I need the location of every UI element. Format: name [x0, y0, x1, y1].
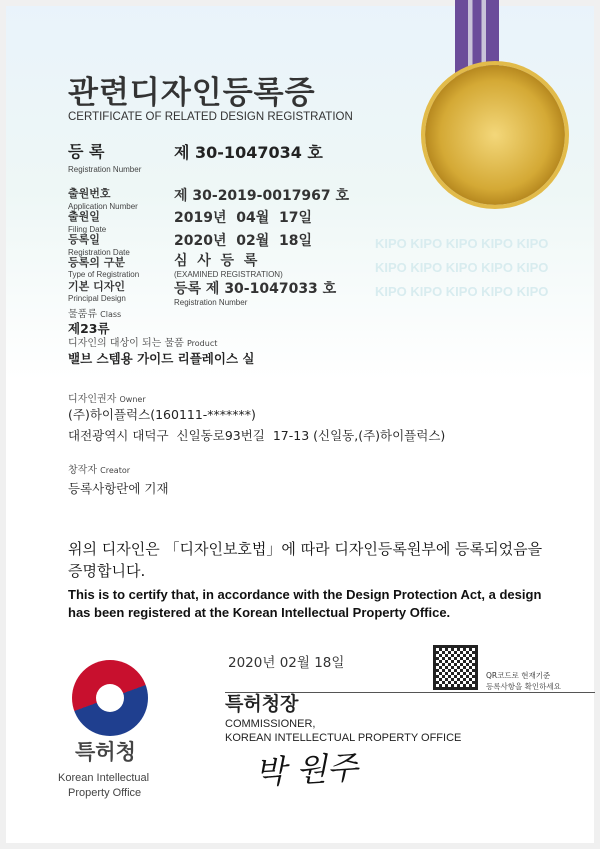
product-label-en: Product: [186, 339, 218, 348]
issue-date: 2020년 02월 18일: [228, 655, 345, 671]
creator-value: 등록사항란에 기재: [68, 481, 169, 496]
office-name-ko: 특허청: [75, 740, 136, 764]
qr-note-line2: 등록사항을 확인하세요: [486, 682, 561, 691]
owner-label-en: Owner: [119, 395, 146, 404]
field-label-en: Registration Date: [68, 248, 130, 257]
watermark: KIPO KIPO KIPO KIPO KIPO KIPO KIPO KIPO KIPO KIPO KIPO KIPO KIPO KIPO KIPO: [375, 236, 549, 299]
certify-ko-line1: 위의 디자인은 「디자인보호법」에 따라 디자인등록원부에 등록되었음을: [68, 540, 543, 558]
certify-en-line1: This is to certify that, in accordance with the Design Protection Act, a design: [68, 587, 542, 602]
field-label-en: Principal Design: [68, 294, 126, 303]
field-label: 출원일: [68, 210, 100, 223]
kipo-logo-icon: [72, 660, 148, 736]
registration-date: 2020년 02월 18일: [174, 233, 312, 249]
commissioner-en1: COMMISSIONER,: [225, 718, 316, 730]
registration-type: 심 사 등 록: [174, 253, 258, 269]
commissioner-en2: KOREAN INTELLECTUAL PROPERTY OFFICE: [225, 732, 462, 744]
certify-en-line2: has been registered at the Korean Intellectual Property Office.: [68, 605, 451, 620]
qr-note-line1: QR코드로 현재기준: [486, 671, 551, 680]
qr-code[interactable]: [433, 645, 478, 690]
principal-design-en: Registration Number: [174, 298, 248, 307]
page-title: 관련디자인등록증: [68, 75, 316, 111]
registration-type-en: (EXAMINED REGISTRATION): [174, 270, 283, 279]
field-label-en: Type of Registration: [68, 270, 140, 279]
registration-label: 등 록: [68, 142, 105, 161]
registration-label-en: Registration Number: [68, 165, 142, 174]
owner-name: (주)하이플럭스(160111-*******): [68, 407, 256, 422]
creator-label: 창작자: [68, 465, 97, 476]
signature: 박 원주: [254, 748, 359, 792]
principal-design: 등록 제 30-1047033 호: [174, 281, 337, 297]
product-value: 밸브 스템용 가이드 리플레이스 실: [68, 351, 255, 366]
class-label: 물품류: [68, 309, 97, 320]
office-name-en1: Korean Intellectual: [58, 772, 150, 784]
application-number: 제 30-2019-0017967 호: [174, 188, 350, 204]
class-label-en: Class: [100, 310, 122, 319]
creator-label-en: Creator: [100, 466, 131, 475]
filing-date: 2019년 04월 17일: [174, 210, 312, 226]
gold-seal: [425, 65, 565, 205]
field-label: 등록일: [68, 233, 100, 246]
field-label: 기본 디자인: [68, 280, 125, 293]
certify-ko-line2: 증명합니다.: [68, 562, 146, 580]
product-label: 디자인의 대상이 되는 물품: [68, 338, 184, 349]
certification-statement: [68, 538, 568, 622]
class-value: 제23류: [68, 321, 110, 336]
field-label: 출원번호: [68, 187, 111, 200]
commissioner-title: 특허청장: [225, 693, 299, 715]
field-label: 등록의 구분: [68, 256, 125, 269]
owner-label: 디자인권자: [68, 394, 117, 405]
office-name-en2: Property Office: [68, 787, 142, 799]
field-label-en: Application Number: [68, 202, 138, 211]
field-label-en: Filing Date: [68, 225, 107, 234]
owner-address: 대전광역시 대덕구 신일동로93번길 17-13 (신일동,(주)하이플럭스): [68, 428, 446, 443]
page-subtitle: CERTIFICATE OF RELATED DESIGN REGISTRATION: [68, 111, 353, 123]
registration-number: 제 30-1047034 호: [174, 143, 323, 162]
